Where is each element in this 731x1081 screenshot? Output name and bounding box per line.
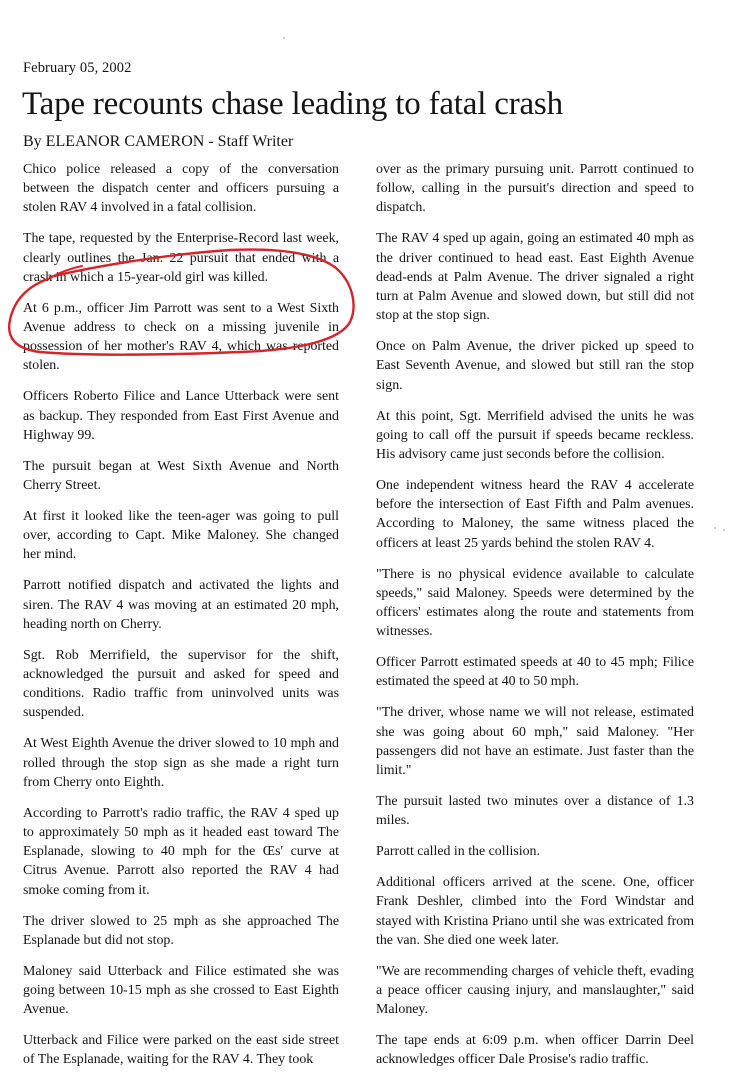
paragraph: "We are recommending charges of vehicle theft, evading a peace officer causing injury, and manslaughter," said Maloney. <box>376 963 694 1018</box>
article-left-column <box>23 160 339 1081</box>
paragraph: Once on Palm Avenue, the driver picked up speed to East Seventh Avenue, and slowed but still ran the stop sign. <box>376 339 694 393</box>
scan-speck <box>283 37 285 39</box>
paragraph: Additional officers arrived at the scene. One, officer Frank Deshler, climbed into the Ford Windstar and stayed with Kristina Priano until she was extricated from the van. She died one week later. <box>376 875 694 948</box>
article-byline: By ELEANOR CAMERON - Staff Writer <box>23 133 294 150</box>
paragraph: "There is no physical evidence available to calculate speeds," said Maloney. Speeds were determined by the officers' estimates along the route and statements from witnesses. <box>376 566 694 640</box>
paragraph: At West Eighth Avenue the driver slowed to 10 mph and rolled through the stop sign as she made a right turn from Cherry onto Eighth. <box>23 736 339 790</box>
article-right-column <box>376 160 694 1081</box>
paragraph: over as the primary pursuing unit. Parrott continued to follow, calling in the pursuit's direction and speed to dispatch. <box>376 162 694 216</box>
paragraph: Officers Roberto Filice and Lance Utterback were sent as backup. They responded from East First Avenue and Highway 99. <box>23 389 339 443</box>
paragraph: The RAV 4 sped up again, going an estimated 40 mph as the driver continued to head east. East Eighth Avenue dead-ends at Palm Avenue. The driver signaled a right turn at Palm Avenue and slowed down, but still did not stop at the stop sign. <box>376 231 694 324</box>
paragraph: Sgt. Rob Merrifield, the supervisor for the shift, acknowledged the pursuit and asked for speed and conditions. Radio traffic from uninvolved units was suspended. <box>23 647 339 721</box>
article-headline: Tape recounts chase leading to fatal crash <box>22 86 563 122</box>
paragraph: Chico police released a copy of the conversation between the dispatch center and officers pursuing a stolen RAV 4 involved in a fatal collision. <box>23 162 339 216</box>
paragraph: The tape, requested by the Enterprise-Record last week, clearly outlines the Jan. 22 pursuit that ended with a crash in which a 15-year-old girl was killed. <box>23 231 339 285</box>
paragraph: "The driver, whose name we will not release, estimated she was going about 60 mph," said Maloney. "Her passengers did not have an estimate. Just faster than the limit." <box>376 705 694 779</box>
paragraph: The pursuit began at West Sixth Avenue and North Cherry Street. <box>23 458 339 494</box>
paragraph: At this point, Sgt. Merrifield advised the units he was going to call off the pursuit if speeds became reckless. His advisory came just seconds before the collision. <box>376 408 694 463</box>
paragraph: The pursuit lasted two minutes over a distance of 1.3 miles. <box>376 794 694 829</box>
paragraph: The tape ends at 6:09 p.m. when officer Darrin Deel acknowledges officer Dale Prosise's radio traffic. <box>376 1033 694 1068</box>
paragraph: One independent witness heard the RAV 4 accelerate before the intersection of East Fifth and Palm avenues. According to Maloney, the same witness placed the officers at least 25 yards behind the stolen RAV 4. <box>376 478 694 551</box>
paragraph-highlighted: At 6 p.m., officer Jim Parrott was sent to a West Sixth Avenue address to check on a missing juvenile in possession of her mother's RAV 4, which was reported stolen. <box>23 300 339 374</box>
paragraph: Officer Parrott estimated speeds at 40 to 45 mph; Filice estimated the speed at 40 to 50 mph. <box>376 655 694 690</box>
paragraph: The driver slowed to 25 mph as she approached The Esplanade but did not stop. <box>23 913 339 948</box>
paragraph: Parrott called in the collision. <box>376 844 540 860</box>
scan-speck <box>714 527 716 529</box>
paragraph: Maloney said Utterback and Filice estimated she was going between 10-15 mph as she crossed to East Eighth Avenue. <box>23 963 339 1018</box>
scan-speck <box>723 529 725 531</box>
paragraph: Utterback and Filice were parked on the east side street of The Esplanade, waiting for the RAV 4. They took <box>23 1033 339 1068</box>
article-date: February 05, 2002 <box>23 60 132 76</box>
paragraph: Parrott notified dispatch and activated the lights and siren. The RAV 4 was moving at an estimated 20 mph, heading north on Cherry. <box>23 578 339 632</box>
paragraph: At first it looked like the teen-ager was going to pull over, according to Capt. Mike Maloney. She changed her mind. <box>23 509 339 563</box>
paragraph: According to Parrott's radio traffic, the RAV 4 sped up to approximately 50 mph as it headed east toward The Esplanade, slowing to 40 mph for the Œs' curve at Citrus Avenue. Parrott also reported the RAV 4 had smoke coming from it. <box>23 805 339 898</box>
